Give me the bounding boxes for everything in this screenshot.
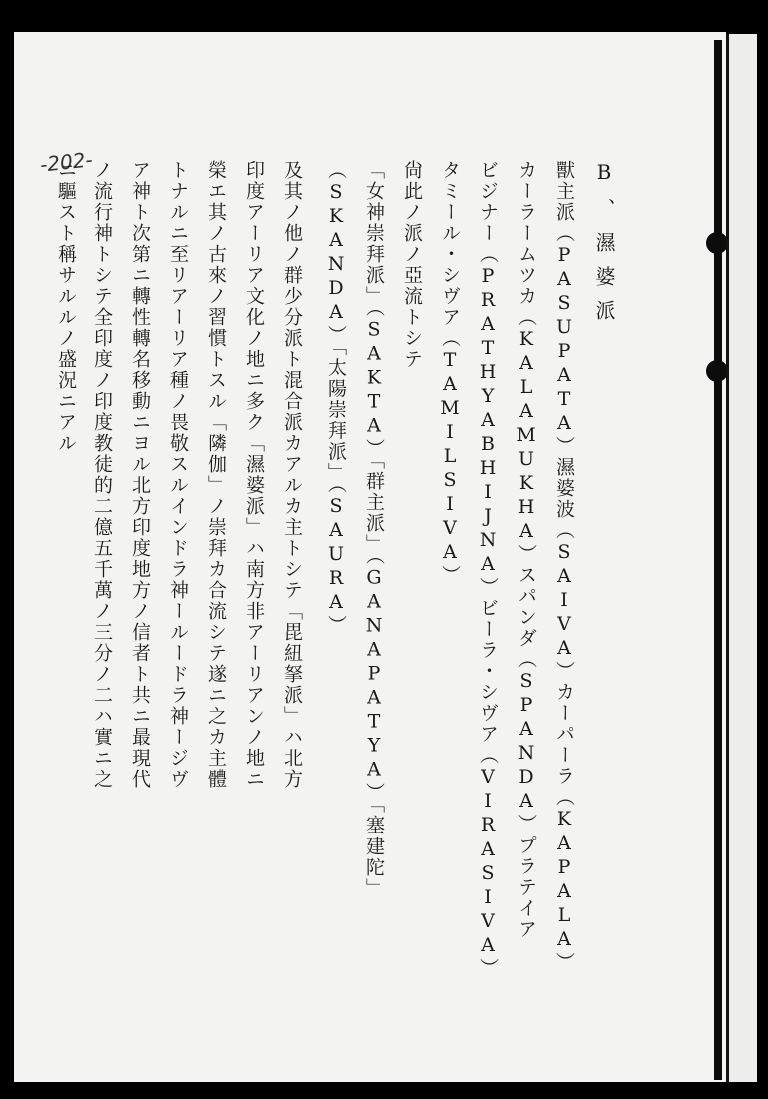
text-column-4: タミール・シヴア（TAMILSIVA） bbox=[439, 160, 461, 586]
text-column-3: ビジナー（PRATHYABHIJNA）ビーラ・シヴア（VIRASIVA） bbox=[477, 160, 499, 979]
text-column-11: トナルニ至リアーリア種ノ畏敬スルインドラ神ールードラ神ージヴ bbox=[167, 160, 189, 790]
text-column-1: 獸主派（PASUPATA）濕婆波（SAIVA）カーパーラ（KAPALA） bbox=[553, 160, 575, 973]
text-column-6: 「女神崇拜派」（SAKTA）「群主派」（GANAPATYA）「塞建陀」 bbox=[363, 160, 385, 899]
text-column-8: 及其ノ他ノ群少分派ト混合派カアルカ主トシテ「毘紐拏派」ハ北方 bbox=[281, 160, 303, 790]
text-column-12: ア神ト次第ニ轉性轉名移動ニヨル北方印度地方ノ信者ト共ニ最現代 bbox=[129, 160, 151, 790]
binding-rule bbox=[714, 40, 722, 1080]
text-column-5: 尙此ノ派ノ亞流トシテ bbox=[401, 160, 423, 370]
page-number: -202- bbox=[38, 147, 94, 177]
section-heading: B、濕婆派 bbox=[592, 160, 616, 334]
vertical-text-block bbox=[52, 160, 616, 1020]
text-column-2: カーラームツカ（KALAMUKHA）スパンダ（SPANDA）プラテイア bbox=[515, 160, 537, 940]
text-column-7: （SKANDA）「太陽崇拜派」（SAURA） bbox=[325, 160, 347, 636]
text-column-13: ノ流行神トシテ全印度ノ印度教徒的二億五千萬ノ三分ノ二ハ實ニ之 bbox=[91, 160, 113, 790]
binding-knob bbox=[706, 232, 728, 254]
binding-knob bbox=[706, 360, 728, 382]
text-column-14: ニ驅スト稱サルルノ盛況ニアル bbox=[55, 160, 77, 454]
text-column-9: 印度アーリア文化ノ地ニ多ク「濕婆派」ハ南方非アーリアンノ地ニ bbox=[243, 160, 265, 790]
text-column-10: 榮エ其ノ古來ノ習慣トスル「隣伽」ノ崇拜カ合流シテ遂ニ之カ主體 bbox=[205, 160, 227, 790]
page-edge-strip bbox=[726, 34, 757, 1082]
